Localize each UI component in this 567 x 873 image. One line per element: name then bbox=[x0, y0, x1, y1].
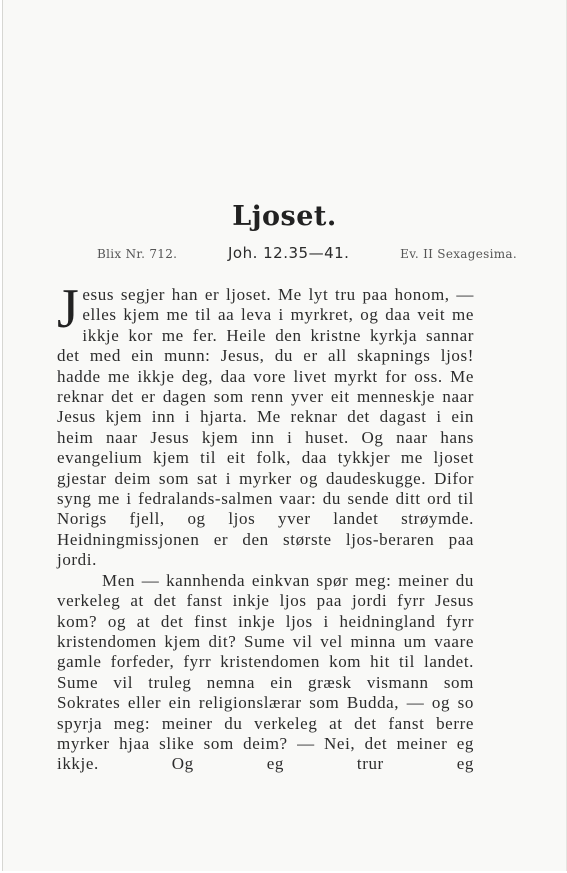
scripture-reference: Joh. 12.35—41. bbox=[227, 244, 350, 262]
paragraph: Men — kannhenda einkvan spør meg: meiner du verkeleg at det fanst inkje ljos paa jordi fyrr Jesus kom? og at det finst inkje ljos i heidningland fyrr kristendomen kjem dit? Sume vil vel minna um vaare gamle forfeder, fyrr kristendomen kom hit til landet. Sume vil truleg nemna ein græsk vismann som Sokrates eller ein religionslærar som Budda, — og so spyrja meg: meiner du verkeleg at det fanst berre myrker hjaa slike som deim? — Nei, det meiner eg ikkje. Og eg trur eg bbox=[57, 570, 474, 774]
paragraph-text: esus segjer han er ljoset. Me lyt tru paa honom, — elles kjem me til aa leva i myrkret, og daa veit me ikkje kor me fer. Heile den kristne kyrkja sannar det med ein munn: Jesus, du er all skapnings ljos! hadde me ikkje deg, daa vore livet myrkt for oss. Me reknar det er dagen som renn yver eit menneskje naar Jesus kjem inn i hjarta. Me reknar det dagast i ein heim naar Jesus kjem inn i huset. Og naar hans evangelium kjem til eit folk, daa tykkjer me ljoset gjestar deim som sat i myrker og daudeskugge. Difor syng me i fedralands-salmen vaar: du sende ditt ord til Norigs fjell, og ljos yver landet strøymde. Heidningmissjonen er den største ljos-beraren paa jordi. bbox=[57, 285, 474, 570]
book-page bbox=[2, 0, 567, 871]
sermon-text bbox=[57, 278, 474, 775]
drop-cap: J bbox=[57, 278, 80, 340]
page-title: Ljoset. bbox=[232, 201, 337, 232]
paragraph bbox=[57, 278, 474, 571]
sunday-reference: Ev. II Sexagesima. bbox=[400, 247, 517, 261]
hymn-reference: Blix Nr. 712. bbox=[97, 247, 178, 261]
reference-line bbox=[97, 244, 517, 262]
